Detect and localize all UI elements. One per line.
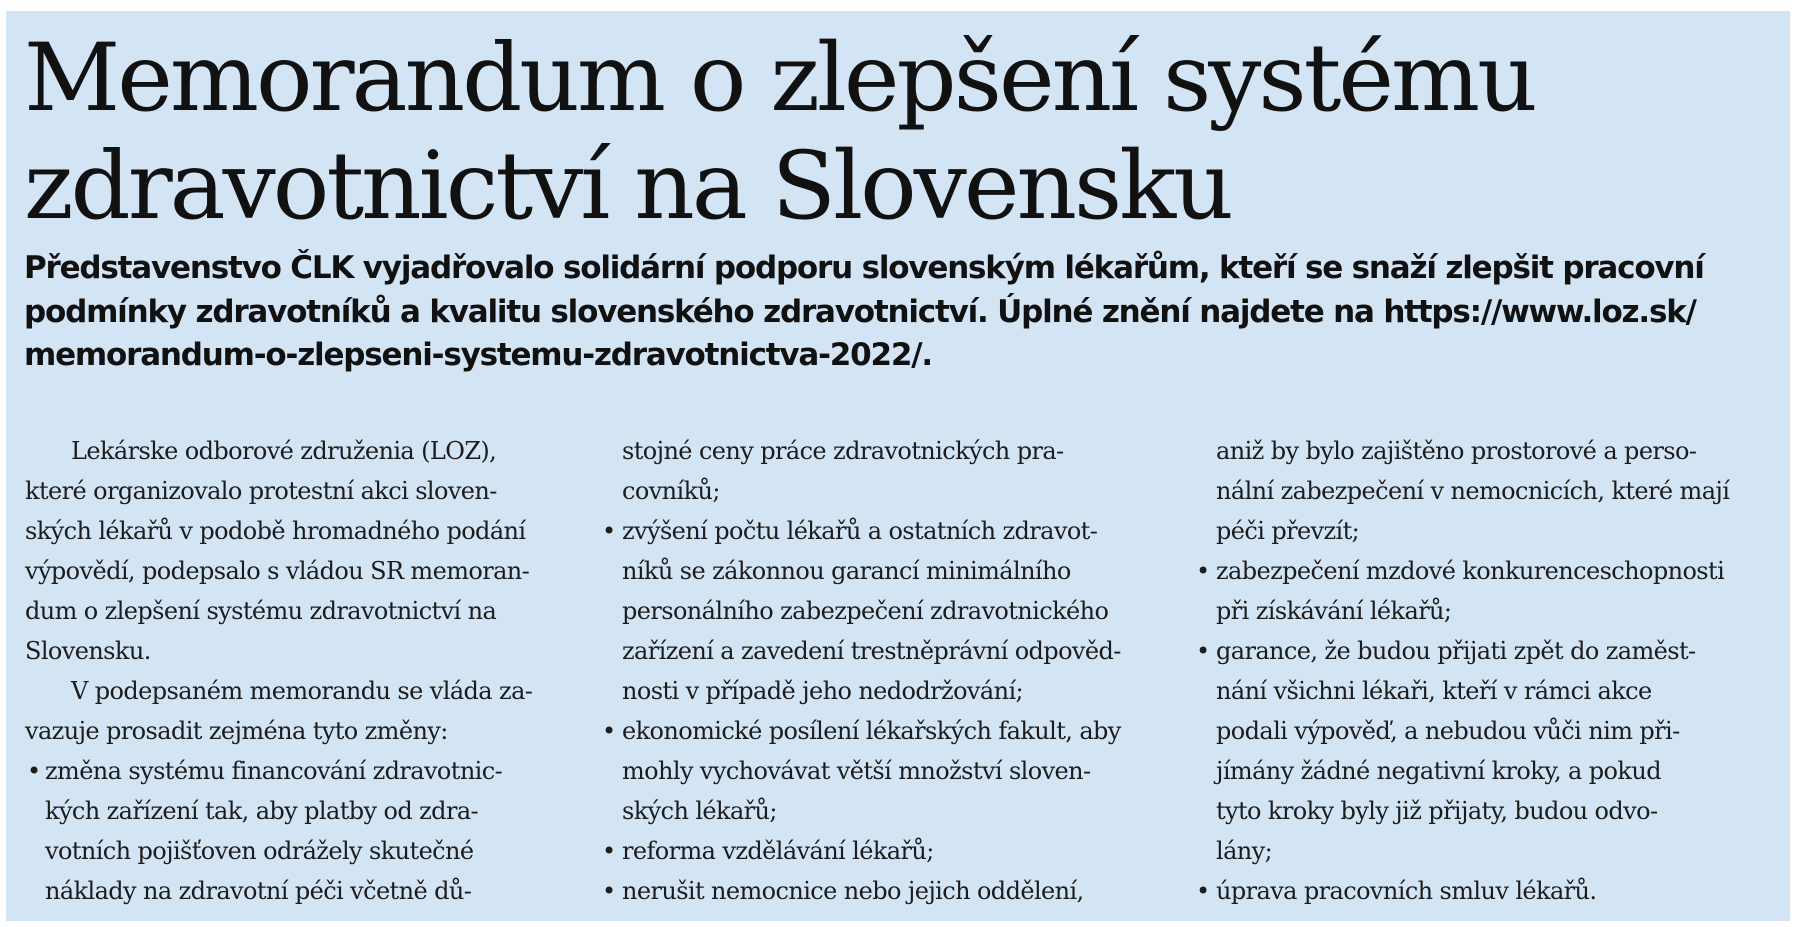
- text-line: Slovensku.: [25, 637, 151, 665]
- text-line: ských lékařů;: [622, 797, 777, 825]
- headline-line: Memorandum o zlepšení systému: [24, 24, 1535, 133]
- bullet-item: • zvýšení počtu lékařů a ostatních zdravot-: [622, 511, 1182, 551]
- lead-paragraph: [24, 247, 1784, 378]
- text-line: tyto kroky byly již přijaty, budou odvo-: [1216, 797, 1658, 825]
- text-line: nosti v případě jeho nedodržování;: [622, 677, 1024, 705]
- headline: [24, 25, 1764, 241]
- text-line: nální zabezpečení v nemocnicích, které mají: [1216, 477, 1730, 505]
- text-line: jímány žádné negativní kroky, a pokud: [1216, 757, 1661, 785]
- lead-line: podmínky zdravotníků a kvalitu slovenského zdravotnictví. Úplné znění najdete na https://www.loz.sk/: [24, 293, 1696, 330]
- bullet-item: • úprava pracovních smluv lékařů.: [1216, 871, 1786, 911]
- text-line: personálního zabezpečení zdravotnického: [622, 597, 1109, 625]
- text-line: podali výpověď, a nebudou vůči nim při-: [1216, 717, 1680, 745]
- column-1: [25, 431, 585, 911]
- bullet-item: • zabezpečení mzdové konkurenceschopnosti: [1216, 551, 1786, 591]
- text-line: aniž by bylo zajištěno prostorové a perso-: [1216, 437, 1697, 465]
- text-line: mohly vychovávat větší množství sloven-: [622, 757, 1091, 785]
- lead-line: memorandum-o-zlepseni-systemu-zdravotnictva-2022/.: [24, 337, 932, 373]
- text-line: kých zařízení tak, aby platby od zdra-: [45, 797, 479, 825]
- text-line: které organizovalo protestní akci sloven-: [25, 477, 497, 505]
- bullet-item: • změna systému financování zdravotnic-: [25, 751, 585, 791]
- text-line: náklady na zdravotní péči včetně dů-: [45, 877, 472, 905]
- text-line: covníků;: [622, 477, 720, 505]
- text-line: dum o zlepšení systému zdravotnictví na: [25, 597, 497, 625]
- text-line: V podepsaném memorandu se vláda za-: [71, 677, 533, 705]
- text-line: vazuje prosadit zejména tyto změny:: [25, 717, 448, 745]
- lead-line: Představenstvo ČLK vyjadřovalo solidární podporu slovenským lékařům, kteří se snaží zlepšit pracovní: [24, 250, 1704, 286]
- bullet-item: • nerušit nemocnice nebo jejich oddělení,: [622, 871, 1182, 911]
- column-3: [1216, 431, 1786, 911]
- text-line: ských lékařů v podobě hromadného podání: [25, 517, 526, 545]
- text-line: votních pojišťoven odrážely skutečné: [45, 837, 474, 865]
- text-line: nání všichni lékaři, kteří v rámci akce: [1216, 677, 1652, 705]
- text-line: níků se zákonnou garancí minimálního: [622, 557, 1071, 585]
- bullet-item: • ekonomické posílení lékařských fakult, aby: [622, 711, 1182, 751]
- text-line: lány;: [1216, 837, 1273, 865]
- text-line: zařízení a zavedení trestněprávní odpověd-: [622, 637, 1121, 665]
- bullet-item: • garance, že budou přijati zpět do zaměst-: [1216, 631, 1786, 671]
- text-line: Lekárske odborové združenia (LOZ),: [71, 437, 497, 465]
- text-line: stojné ceny práce zdravotnických pra-: [622, 437, 1064, 465]
- text-line: péči převzít;: [1216, 517, 1360, 545]
- text-line: při získávání lékařů;: [1216, 597, 1452, 625]
- text-line: výpovědí, podepsalo s vládou SR memoran-: [25, 557, 530, 585]
- column-2: [622, 431, 1182, 911]
- article-panel: [6, 11, 1790, 921]
- bullet-item: • reforma vzdělávání lékařů;: [622, 831, 1182, 871]
- headline-line: zdravotnictví na Slovensku: [24, 132, 1231, 241]
